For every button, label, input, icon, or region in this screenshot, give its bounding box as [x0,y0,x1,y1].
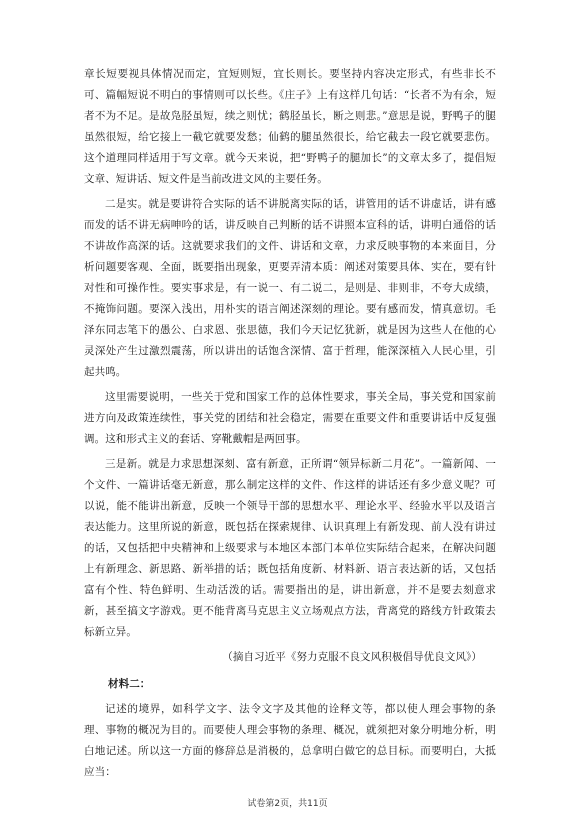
paragraph-two-shi: 二是实。就是要讲符合实际的话不讲脱离实际的话，讲管用的话不讲虚话，讲有感而发的话不讲无病呻吟的话，讲反映自己判断的话不讲照本宣科的话，讲明白通俗的话不讲故作高深的话。这就要求我们的文件、讲话和文章，力求反映事物的本来面目，分析问题要客观、全面，既要指出现象，更要弄清本质：阐述对策要具体、实在，要有针对性和可操作性。要实事求是，有一说一、有二说二，是则是、非则非，不夸大成绩，不掩饰问题。要深入浅出，用朴实的语言阐述深刻的理论。要有感而发，情真意切。毛泽东同志笔下的愚公、白求恩、张思德，我们今天记忆犹新，就是因为这些人在他的心灵深处产生过激烈震荡，所以讲出的话饱含深情、富于哲理，能深深植入人民心里，引起共鸣。 [84,198,496,378]
paragraph-continuation: 章长短要视具体情况而定，宜短则短，宜长则长。要坚持内容决定形式，有些非长不可、篇幅短说不明白的事情则可以长些。《庄子》上有这样几句话：“长者不为有余，短者不为不足。是故凫胫虽短，续之则忧；鹤胫虽长，断之则悲。”意思是说，野鸭子的腿虽然很短，给它接上一截它就要发愁；仙鹤的腿虽然很长，给它截去一段它就要悲伤。这个道理同样适用于写文章。就今天来说，把“野鸭子的腿加长”的文章太多了，提倡短文章、短讲话、短文件是当前改进文风的主要任务。 [84,68,496,185]
page-footer: 试卷第2页，共11页 [247,799,328,809]
source-citation: （摘自习近平《努力克服不良文风积极倡导优良文风》） [222,651,482,663]
paragraph-note: 这里需要说明，一些关于党和国家工作的总体性要求，事关全局，事关党和国家前进方向及政策连续性，事关党的团结和社会稳定，需要在重要文件和重要讲话中反复强调。这和形式主义的套话、穿靴戴帽是两回事。 [84,391,496,445]
material-two-paragraph: 记述的境界，如科学文字、法令文字及其他的诠释文等，都以使人理会事物的条理、事物的概况为目的。而要使人理会事物的条理、概况，就须把对象分明地分析，明白地记述。所以这一方面的修辞总是消极的，总拿明白做它的总目标。而要明白，大抵应当： [84,703,496,778]
paragraph-three-xin: 三是新。就是力求思想深刻、富有新意，正所谓“领异标新二月花”。一篇新闻、一个文件、一篇讲话毫无新意，那么制定这样的文件、作这样的讲话还有多少意义呢？可以说，能不能讲出新意，反映一个领导干部的思想水平、理论水平、经验水平以及语言表达能力。这里所说的新意，既包括在探索规律、认识真理上有新发现、前人没有讲过的话，又包括把中央精神和上级要求与本地区本部门本单位实际结合起来，在解决问题上有新理念、新思路、新举措的话；既包括角度新、材料新、语言表达新的话，又包括富有个性、特色鲜明、生动活泼的话。需要指出的是，讲出新意，并不是要去刻意求新，甚至搞文字游戏。更不能背离马克思主义立场观点方法，背离党的路线方针政策去标新立异。 [84,458,496,638]
material-two-heading: 材料二： [108,678,151,690]
document-body [84,64,496,787]
